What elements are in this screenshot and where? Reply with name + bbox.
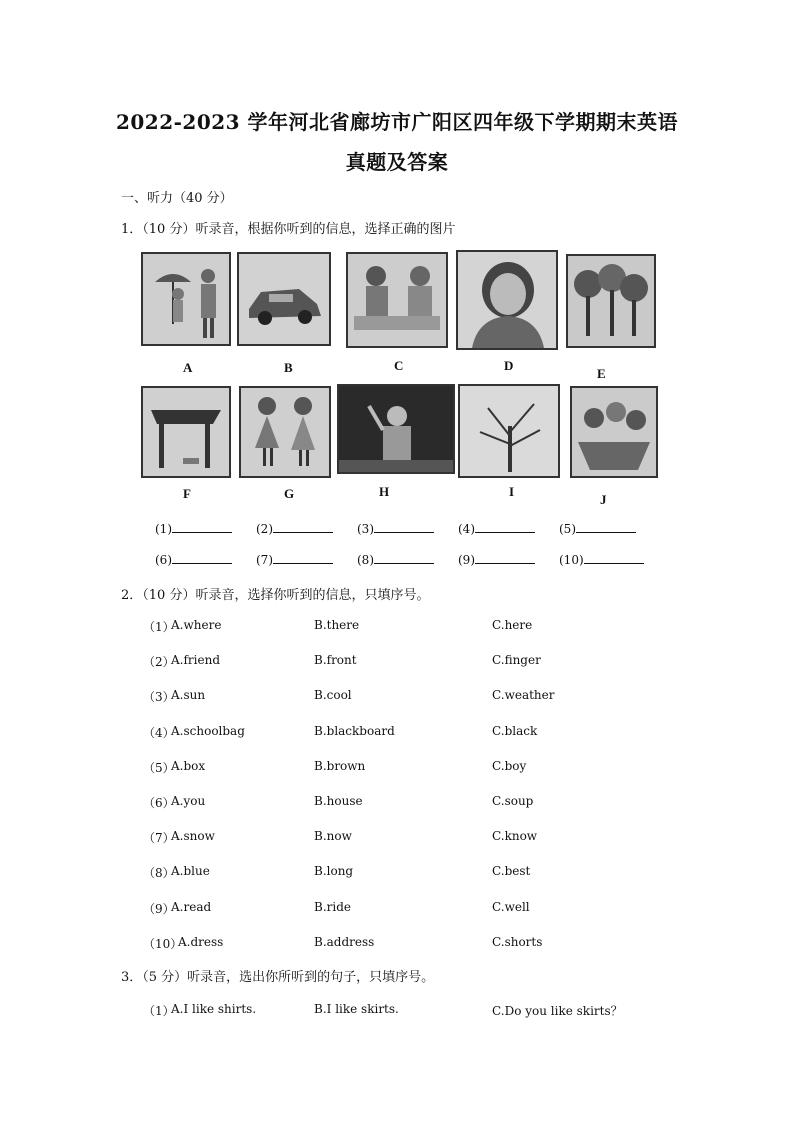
q2-1-option-a[interactable]: A.where [171, 618, 222, 632]
picture-label-d: D [504, 358, 514, 373]
q2-1-option-b[interactable]: B.there [314, 618, 360, 632]
q2-9-option-a[interactable]: A.read [171, 899, 212, 914]
q2-10-item-number: （10） [143, 936, 183, 951]
q2-8-option-c[interactable]: C.best [492, 864, 531, 879]
q1-blank-10[interactable]: (10) [559, 553, 644, 567]
q2-6-option-a[interactable]: A.you [171, 794, 206, 808]
woman-portrait-icon [458, 252, 556, 348]
two-girls-icon [241, 388, 329, 476]
q2-2-option-c[interactable]: C.finger [492, 653, 541, 668]
q2-9-option-b[interactable]: B.ride [314, 899, 351, 914]
picture-panel-f [141, 386, 231, 478]
q3-1-option-c[interactable]: C.Do you like skirts？ [492, 1004, 623, 1018]
q2-5-option-b[interactable]: B.brown [314, 758, 366, 773]
q2-10-option-c[interactable]: C.shorts [492, 934, 543, 949]
desk-icon [143, 388, 229, 476]
q2-4-option-a[interactable]: A.schoolbag [171, 723, 245, 738]
q3-1-item-number: （1） [143, 1004, 175, 1018]
picture-panel-d [456, 250, 558, 350]
q2-7-option-c[interactable]: C.know [492, 829, 538, 844]
q1-blank-7[interactable]: (7) [256, 553, 333, 567]
q1-stem: 1．（10 分）听录音，根据你听到的信息，选择正确的图片 [121, 222, 456, 237]
picture-panel-e [566, 254, 656, 348]
picture-label-j: J [600, 492, 607, 507]
q1-blank-4[interactable]: (4) [458, 522, 535, 536]
q1-blank-3[interactable]: (3) [357, 522, 434, 536]
q2-1-item-number: （1） [143, 620, 175, 634]
picture-label-g: G [284, 486, 295, 501]
q2-3-option-b[interactable]: B.cool [314, 688, 352, 703]
picture-panel-b [237, 252, 331, 346]
q2-2-option-b[interactable]: B.front [314, 653, 357, 668]
q2-4-option-c[interactable]: C.black [492, 723, 538, 738]
q2-3-item-number: （3） [143, 690, 175, 705]
picture-label-a: A [183, 360, 193, 375]
picture-label-b: B [284, 360, 293, 375]
q1-blank-8[interactable]: (8) [357, 553, 434, 567]
food-pile-icon [572, 388, 656, 476]
q2-8-option-a[interactable]: A.blue [171, 864, 210, 879]
q2-5-option-a[interactable]: A.box [171, 758, 206, 773]
q2-4-item-number: （4） [143, 725, 175, 740]
q2-6-item-number: （6） [143, 796, 175, 810]
q1-blank-9[interactable]: (9) [458, 553, 535, 567]
q2-7-item-number: （7） [143, 831, 175, 846]
q2-8-item-number: （8） [143, 866, 175, 881]
bare-tree-icon [460, 386, 558, 476]
q2-6-option-b[interactable]: B.house [314, 794, 363, 808]
picture-label-h: H [379, 484, 390, 499]
picture-label-i: I [509, 484, 515, 499]
doc-title-line1: 2022-2023 学年河北省廊坊市广阳区四年级下学期期末英语 [115, 110, 679, 134]
picture-panel-j [570, 386, 658, 478]
q2-10-option-a[interactable]: A.dress [178, 934, 224, 949]
q2-9-option-c[interactable]: C.well [492, 899, 530, 914]
picture-panel-h [337, 384, 455, 474]
picture-panel-g [239, 386, 331, 478]
q1-blank-5[interactable]: (5) [559, 522, 636, 536]
umbrella-people-icon [143, 254, 229, 344]
car-icon [239, 254, 329, 344]
q2-9-item-number: （9） [143, 901, 175, 916]
q1-blank-1[interactable]: (1) [155, 522, 232, 536]
trees-icon [568, 256, 654, 346]
q2-2-option-a[interactable]: A.friend [171, 653, 221, 668]
picture-panel-i [458, 384, 560, 478]
q1-blank-2[interactable]: (2) [256, 522, 333, 536]
q2-3-option-c[interactable]: C.weather [492, 688, 555, 703]
q3-stem: 3．（5 分）听录音，选出你所听到的句子，只填序号。 [121, 970, 435, 985]
q2-5-option-c[interactable]: C.boy [492, 758, 527, 773]
q1-picture-figure [139, 246, 657, 508]
q3-1-option-b[interactable]: B.I like skirts. [314, 1002, 399, 1016]
q2-stem: 2．（10 分）听录音，选择你听到的信息，只填序号。 [121, 588, 430, 603]
q3-1-option-a[interactable]: A.I like shirts. [171, 1002, 257, 1016]
q2-3-option-a[interactable]: A.sun [171, 688, 206, 703]
q2-8-option-b[interactable]: B.long [314, 864, 354, 879]
q2-1-option-c[interactable]: C.here [492, 618, 533, 632]
picture-panel-a [141, 252, 231, 346]
q2-7-option-a[interactable]: A.snow [171, 829, 215, 844]
doc-title-line2: 真题及答案 [345, 150, 449, 174]
q1-blank-6[interactable]: (6) [155, 553, 232, 567]
picture-label-e: E [597, 366, 606, 381]
q2-5-item-number: （5） [143, 760, 175, 775]
teacher-blackboard-icon [339, 386, 453, 472]
q2-7-option-b[interactable]: B.now [314, 829, 352, 844]
q2-6-option-c[interactable]: C.soup [492, 794, 534, 808]
q2-4-option-b[interactable]: B.blackboard [314, 723, 395, 738]
picture-label-c: C [394, 358, 404, 373]
picture-label-f: F [183, 486, 191, 501]
picture-panel-c [346, 252, 448, 348]
people-at-table-icon [348, 254, 446, 346]
q2-10-option-b[interactable]: B.address [314, 934, 375, 949]
q2-2-item-number: （2） [143, 655, 175, 670]
section-heading: 一、听力（40 分） [121, 191, 233, 206]
